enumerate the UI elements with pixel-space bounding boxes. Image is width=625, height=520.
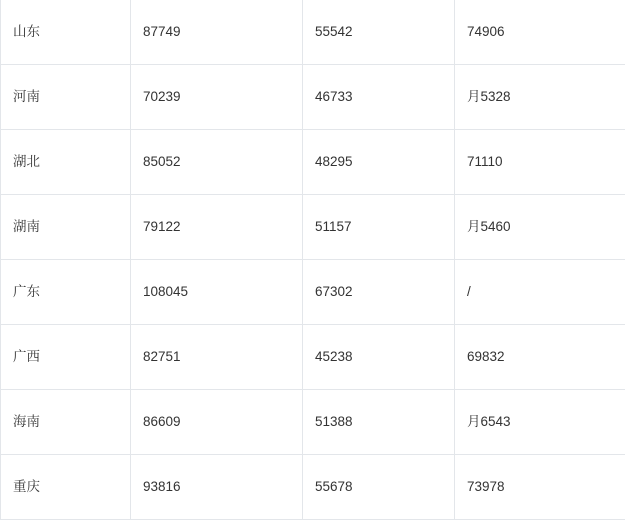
table-cell-region: 湖北 xyxy=(1,130,131,195)
table-cell-value-3: 月5328 xyxy=(455,65,625,130)
table-cell-value-1: 93816 xyxy=(131,455,303,520)
table-cell-value-1: 108045 xyxy=(131,260,303,325)
table-cell-value-2: 55542 xyxy=(303,0,455,65)
table-cell-value-1: 87749 xyxy=(131,0,303,65)
table-cell-region: 山东 xyxy=(1,0,131,65)
table-row xyxy=(1,455,625,520)
table-cell-value-3: / xyxy=(455,260,625,325)
table-cell-value-3: 月5460 xyxy=(455,195,625,260)
table-cell-value-1: 86609 xyxy=(131,390,303,455)
table-cell-value-1: 82751 xyxy=(131,325,303,390)
table-row xyxy=(1,325,625,390)
table-cell-region: 湖南 xyxy=(1,195,131,260)
table-cell-value-3: 月6543 xyxy=(455,390,625,455)
table-cell-region: 广东 xyxy=(1,260,131,325)
table-cell-value-1: 70239 xyxy=(131,65,303,130)
table-cell-value-2: 67302 xyxy=(303,260,455,325)
table-row xyxy=(1,0,625,65)
table-cell-region: 河南 xyxy=(1,65,131,130)
table-body xyxy=(1,0,625,520)
table-cell-value-2: 48295 xyxy=(303,130,455,195)
table-row xyxy=(1,195,625,260)
table-cell-value-1: 79122 xyxy=(131,195,303,260)
table-cell-region: 广西 xyxy=(1,325,131,390)
table-cell-value-2: 46733 xyxy=(303,65,455,130)
table-cell-value-2: 51388 xyxy=(303,390,455,455)
table-cell-value-2: 51157 xyxy=(303,195,455,260)
table-row xyxy=(1,260,625,325)
table-cell-region: 海南 xyxy=(1,390,131,455)
table-row xyxy=(1,130,625,195)
table-row xyxy=(1,65,625,130)
table-cell-value-3: 74906 xyxy=(455,0,625,65)
table-cell-value-2: 45238 xyxy=(303,325,455,390)
table-cell-value-1: 85052 xyxy=(131,130,303,195)
table-cell-value-2: 55678 xyxy=(303,455,455,520)
table-cell-region: 重庆 xyxy=(1,455,131,520)
table-cell-value-3: 71110 xyxy=(455,130,625,195)
table-cell-value-3: 73978 xyxy=(455,455,625,520)
table-cell-value-3: 69832 xyxy=(455,325,625,390)
table-row xyxy=(1,390,625,455)
